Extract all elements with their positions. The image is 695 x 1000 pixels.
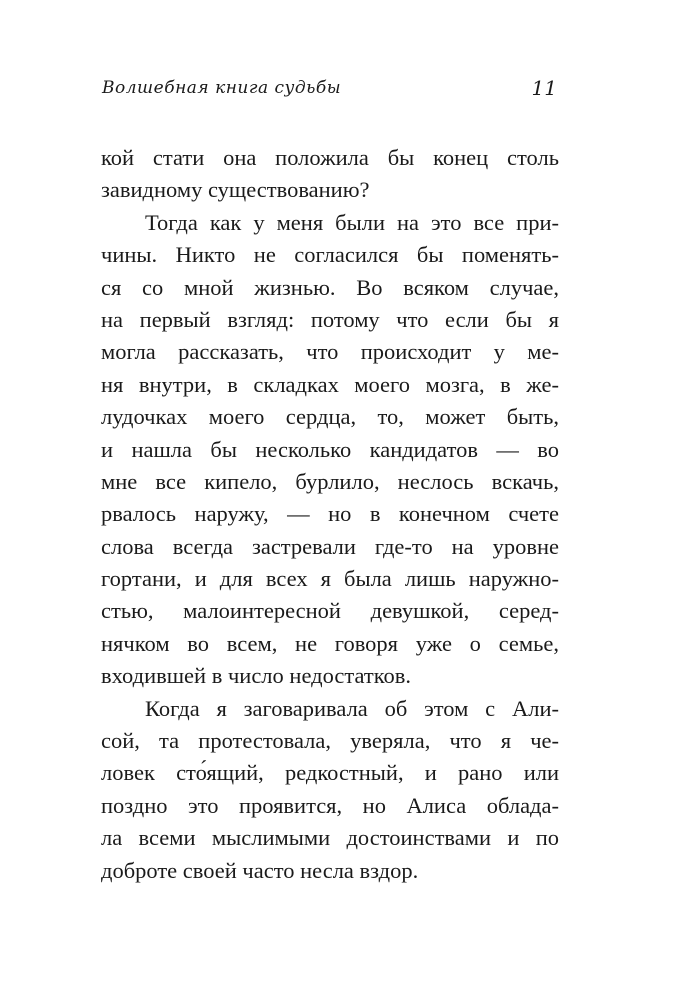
text-line: ла всеми мыслимыми достоинствами и по	[101, 825, 559, 851]
text-line: могла рассказать, что происходит у ме-	[101, 339, 559, 365]
text-line: ловек сто́ящий, редкостный, и рано или	[101, 760, 559, 786]
text-line: стью, малоинтересной девушкой, серед-	[101, 598, 559, 624]
running-header	[102, 76, 557, 106]
text-line: на первый взгляд: потому что если бы я	[101, 306, 559, 332]
text-line: ня внутри, в складках моего мозга, в же-	[101, 371, 559, 397]
page-number: 11	[531, 76, 557, 100]
running-title: Волшебная книга судьбы	[102, 78, 342, 98]
text-line: Когда я заговаривала об этом с Али-	[145, 695, 559, 721]
text-line: нячком во всем, не говоря уже о семье,	[101, 630, 559, 656]
text-line: входившей в число недостатков.	[101, 663, 412, 689]
text-line: Тогда как у меня были на это все при-	[145, 209, 559, 235]
text-line: доброте своей часто несла вздор.	[101, 857, 419, 883]
text-line: и нашла бы несколько кандидатов — во	[101, 436, 559, 462]
text-line: чины. Никто не согласился бы поменять-	[101, 242, 559, 268]
text-line: сой, та протестовала, уверяла, что я че-	[101, 728, 559, 754]
text-line: кой стати она положила бы конец столь	[101, 145, 559, 170]
text-line: гортани, и для всех я была лишь наружно-	[101, 566, 559, 592]
text-line: поздно это проявится, но Алиса облада-	[101, 792, 559, 818]
body-text	[101, 142, 559, 887]
text-line: мне все кипело, бурлило, неслось вскачь,	[101, 468, 559, 494]
text-line: завидному существованию?	[101, 177, 370, 203]
text-line: рвалось наружу, — но в конечном счете	[101, 501, 559, 527]
text-line: ся со мной жизнью. Во всяком случае,	[101, 274, 559, 300]
text-line: слова всегда застревали где-то на уровне	[101, 533, 559, 559]
text-line: лудочках моего сердца, то, может быть,	[101, 404, 559, 430]
